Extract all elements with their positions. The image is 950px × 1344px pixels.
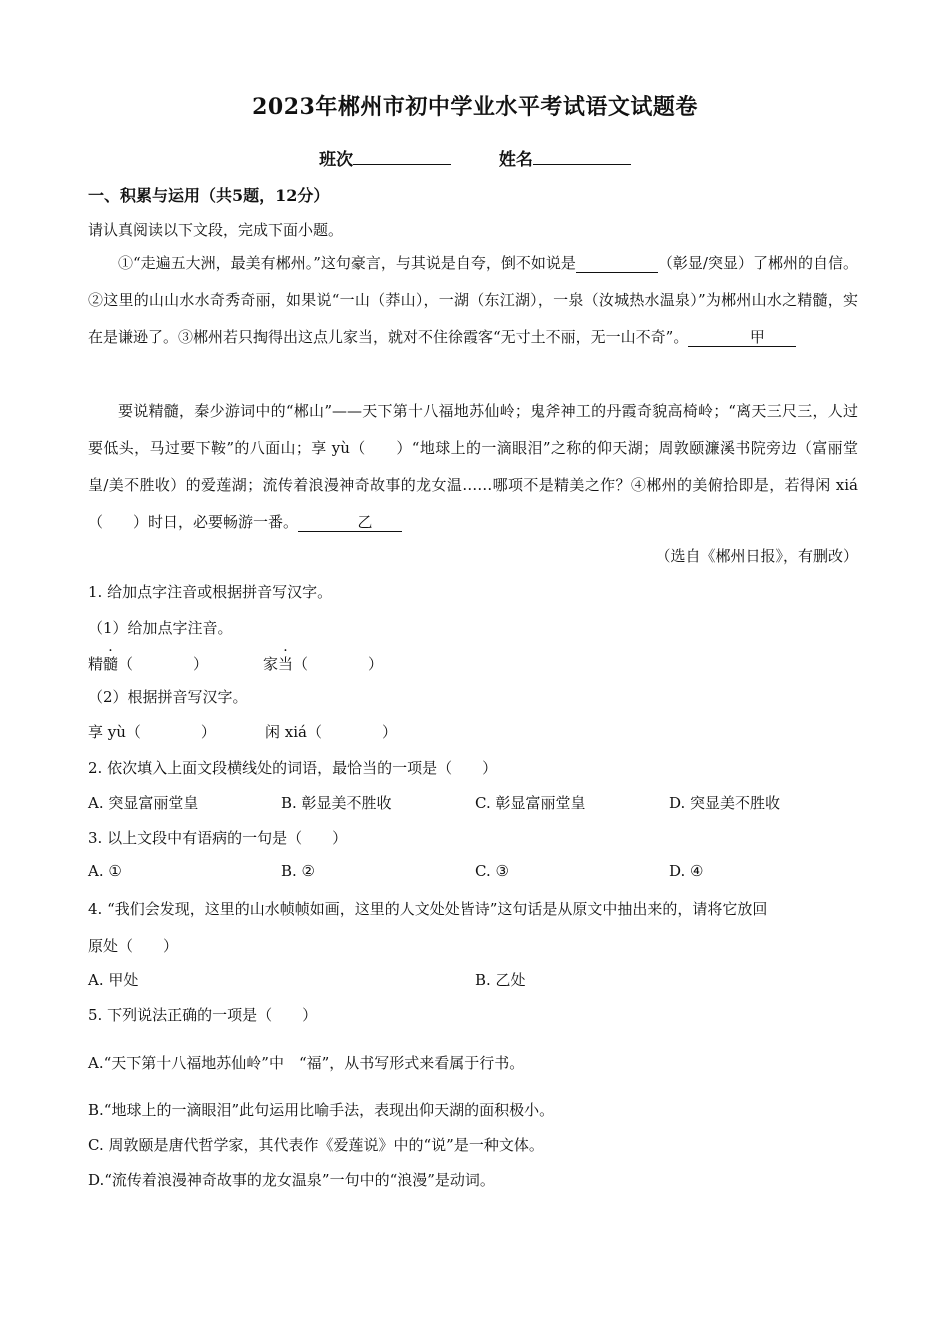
section-heading: 一、积累与运用（共5题，12分）: [88, 186, 330, 205]
q1-stem: 1. 给加点字注音或根据拼音写汉字。: [88, 583, 333, 601]
student-info-line: [0, 145, 950, 170]
q4-stem-line2: 原处（ ）: [88, 937, 179, 955]
q3-option-a[interactable]: A. ①: [88, 862, 122, 880]
q3-stem: 3. 以上文段中有语病的一句是（ ）: [88, 829, 348, 847]
q5-stem: 5. 下列说法正确的一项是（ ）: [88, 1006, 318, 1024]
page-title: 2023年郴州市初中学业水平考试语文试题卷: [252, 94, 698, 120]
q3-option-d[interactable]: D. ④: [669, 862, 704, 880]
instruction: 请认真阅读以下文段，完成下面小题。: [88, 221, 344, 239]
q2-stem: 2. 依次填入上面文段横线处的词语，最恰当的一项是（ ）: [88, 759, 498, 777]
passage-paragraph-1: ①“走遍五大洲，最美有郴州。”这句豪言，与其说是自夸，倒不如说是 （彰显/突显）了郴州的自信。②这里的山山水水奇秀奇丽，如果说“一山（莽山），一湖（东江湖），一泉（汝城热水温泉）”为郴州山水之精髓，实在是谦逊了。③郴州若只掏得出这点儿家当，就对不住徐霞客“无寸土不丽，无一山不奇”。 甲: [88, 254, 858, 346]
name-blank[interactable]: [533, 150, 631, 165]
q5-option-c[interactable]: C. 周敦颐是唐代哲学家，其代表作《爱莲说》中的“说”是一种文体。: [88, 1136, 544, 1154]
name-label: 姓名: [498, 150, 533, 170]
q1-part2: （2）根据拼音写汉字。: [88, 688, 248, 706]
mark-yi: 乙: [298, 513, 402, 532]
q2-option-b[interactable]: B. 彰显美不胜收: [281, 794, 392, 812]
q5-option-a[interactable]: A.“天下第十八福地苏仙岭”中 “福”，从书写形式来看属于行书。: [88, 1054, 525, 1072]
q1-word-2: 家当（ ）: [263, 655, 384, 673]
q2-option-d[interactable]: D. 突显美不胜收: [669, 794, 781, 812]
source-note: （选自《郴州日报》，有删改）: [655, 547, 858, 565]
answer-blank-1[interactable]: [576, 254, 658, 273]
q1-pinyin-1: 享 yù（ ）: [88, 723, 216, 741]
q2-option-a[interactable]: A. 突显富丽堂皇: [88, 794, 199, 812]
q1-part1: （1）给加点字注音。: [88, 619, 233, 637]
q3-option-b[interactable]: B. ②: [281, 862, 316, 880]
q3-option-c[interactable]: C. ③: [475, 862, 509, 880]
q1-pinyin-2: 闲 xiá（ ）: [265, 723, 397, 741]
class-label: 班次: [319, 150, 354, 170]
q4-option-b[interactable]: B. 乙处: [475, 971, 526, 989]
q1-word-1: 精髓（ ）: [88, 655, 209, 673]
q2-option-c[interactable]: C. 彰显富丽堂皇: [475, 794, 586, 812]
q5-option-d[interactable]: D.“流传着浪漫神奇故事的龙女温泉”一句中的“浪漫”是动词。: [88, 1171, 495, 1189]
q4-stem-line1: 4. “我们会发现，这里的山水帧帧如画，这里的人文处处皆诗”这句话是从原文中抽出来的，请将它放回: [88, 900, 768, 918]
q5-option-b[interactable]: B.“地球上的一滴眼泪”此句运用比喻手法，表现出仰天湖的面积极小。: [88, 1101, 555, 1119]
mark-jia: 甲: [688, 328, 796, 347]
q4-option-a[interactable]: A. 甲处: [88, 971, 139, 989]
passage-paragraph-2: 要说精髓，秦少游词中的“郴山”——天下第十八福地苏仙岭；鬼斧神工的丹霞奇貌高椅岭；“离天三尺三，人过要低头，马过要下鞍”的八面山；享 yù（ ）“地球上的一滴眼泪”之称的仰天湖；周敦颐濂溪书院旁边（富丽堂皇/美不胜收）的爱莲湖；流传着浪漫神奇故事的龙女温……哪项不是精美之作？④郴州的美俯拾即是，若得闲 xiá（ ）时日，必要畅游一番。 乙: [88, 402, 858, 531]
class-blank[interactable]: [353, 150, 451, 165]
